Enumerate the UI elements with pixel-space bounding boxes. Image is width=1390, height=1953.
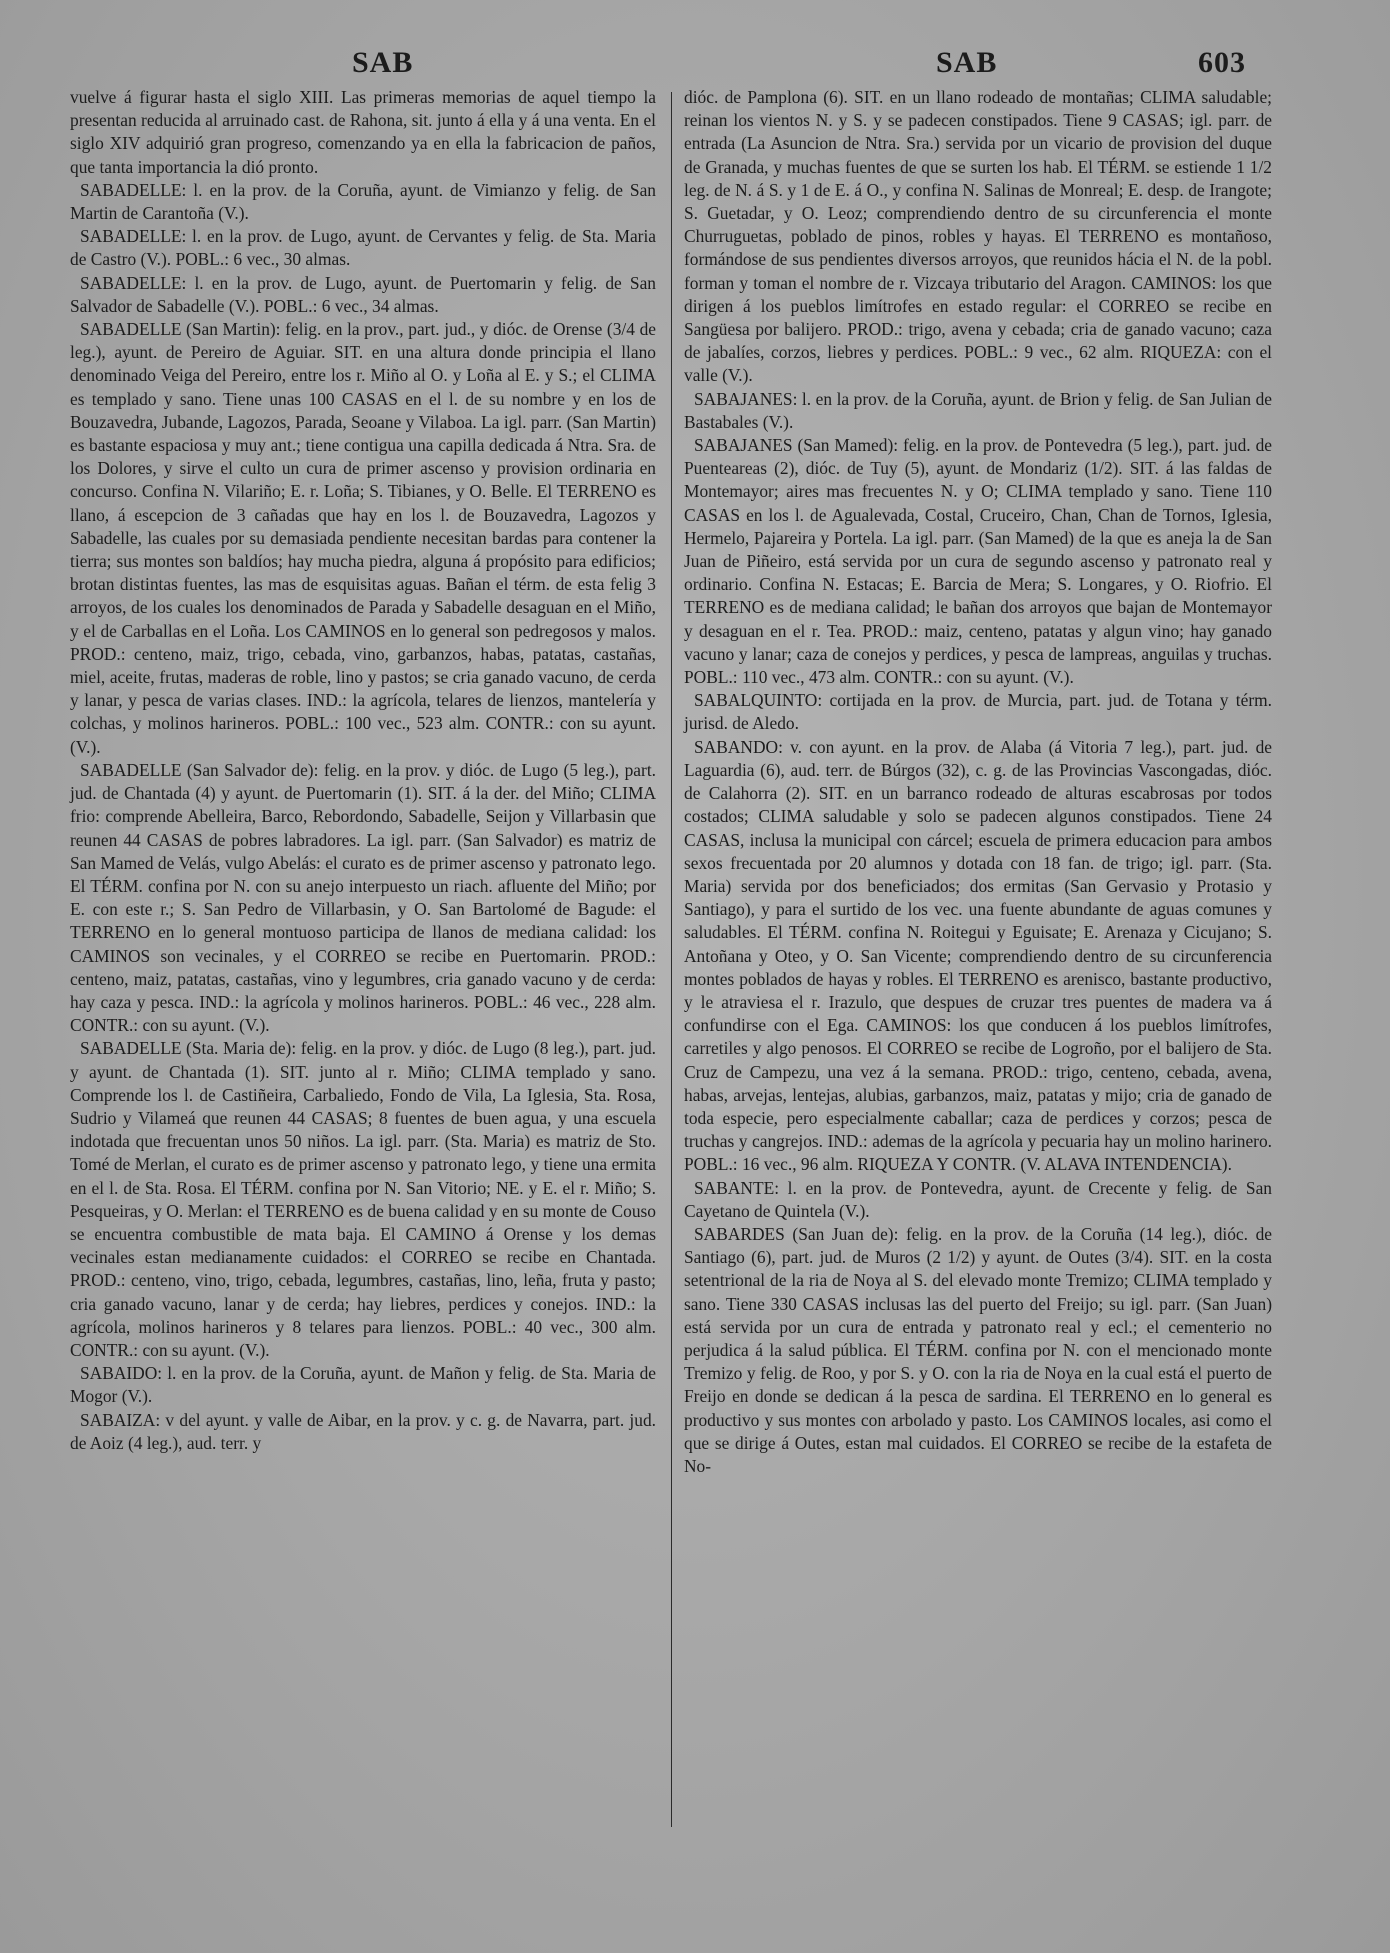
- entry-paragraph: SABADELLE (San Salvador de): felig. en la prov. y dióc. de Lugo (5 leg.), part. jud. de Chantada (4) y ayunt. de Puertomarin (1). SIT. á la der. del Miño; CLIMA frio: comprende Abelleira, Barco, Rebordondo, Sabadelle, Seijon y Villarbasin que reunen 44 CASAS de pobres labradores. La igl. parr. (San Salvador) es matriz de San Mamed de Velás, vulgo Abelás: el curato es de primer ascenso y patronato lego. El TÉRM. confina por N. con su anejo interpuesto un riach. afluente del Miño; por E. con este r.; S. San Pedro de Villarbasin, y O. San Bartolomé de Bagude: el TERRENO en lo general montuoso participa de llanos de mediana calidad: los CAMINOS son vecinales, y el CORREO se recibe en Puertomarin. PROD.: centeno, maiz, patatas, castañas, vino y legumbres, cria ganado vacuno y de cerda: hay caza y pesca. IND.: la agrícola y molinos harineros. POBL.: 46 vec., 228 alm. CONTR.: con su ayunt. (V.).: [70, 759, 656, 1036]
- entry-paragraph: SABADELLE: l. en la prov. de Lugo, ayunt. de Puertomarin y felig. de San Salvador de Sabadelle (V.). POBL.: 6 vec., 34 almas.: [70, 272, 656, 316]
- entry-paragraph: SABANTE: l. en la prov. de Pontevedra, ayunt. de Crecente y felig. de San Cayetano de Quintela (V.).: [684, 1177, 1272, 1221]
- entry-paragraph: SABAIDO: l. en la prov. de la Coruña, ayunt. de Mañon y felig. de Sta. Maria de Mogor (V.).: [70, 1363, 656, 1407]
- entry-paragraph: SABADELLE: l. en la prov. de la Coruña, ayunt. de Vimianzo y felig. de San Martin de Carantoña (V.).: [70, 179, 656, 224]
- entry-paragraph: SABAIZA: v del ayunt. y valle de Aibar, en la prov. y c. g. de Navarra, part. jud. de Aoiz (4 leg.), aud. terr. y: [70, 1409, 656, 1453]
- running-head-left: SAB: [352, 46, 414, 79]
- right-column: [684, 86, 1272, 1478]
- running-head-right: SAB: [936, 46, 998, 79]
- entry-paragraph: SABAJANES: l. en la prov. de la Coruña, ayunt. de Brion y felig. de San Julian de Bastabales (V.).: [684, 388, 1272, 432]
- entry-paragraph: vuelve á figurar hasta el siglo XIII. Las primeras memorias de aquel tiempo la presentan reducida al arruinado cast. de Rahona, sit. junto á ella y á una venta. En el siglo XIV adquirió gran progreso, comenzando ya en ella la fabricacion de paños, que tanta importancia la dió pronto.: [70, 87, 656, 177]
- entry-paragraph: SABADELLE: l. en la prov. de Lugo, ayunt. de Cervantes y felig. de Sta. Maria de Castro (V.). POBL.: 6 vec., 30 almas.: [70, 226, 656, 270]
- entry-paragraph: SABAJANES (San Mamed): felig. en la prov. de Pontevedra (5 leg.), part. jud. de Puenteareas (2), dióc. de Tuy (5), ayunt. de Mondariz (1/2). SIT. á las faldas de Montemayor; aires mas frecuentes N. y O; CLIMA templado y sano. Tiene 110 CASAS en los l. de Agualevada, Costal, Cruceiro, Chan, Chan de Tornos, Iglesia, Hermelo, Pajareira y Portela. La igl. parr. (San Mamed) de la que es aneja la de San Juan de Piñeiro, está servida por un cura de segundo ascenso y patronato real y ordinario. Confina N. Estacas; E. Barcia de Mera; S. Longares, y O. Riofrio. El TERRENO es de mediana calidad; le bañan dos arroyos que bajan de Montemayor y desaguan en el r. Tea. PROD.: maiz, centeno, patatas y algun vino; hay ganado vacuno y lanar; caza de conejos y perdices, y pesca de lampreas, anguilas y truchas. POBL.: 110 vec., 473 alm. CONTR.: con su ayunt. (V.).: [684, 435, 1272, 688]
- entry-paragraph: SABALQUINTO: cortijada en la prov. de Murcia, part. jud. de Totana y térm. jurisd. de Aledo.: [684, 690, 1272, 734]
- entry-paragraph: SABANDO: v. con ayunt. en la prov. de Alaba (á Vitoria 7 leg.), part. jud. de Laguardia (6), aud. terr. de Búrgos (32), c. g. de las Provincias Vascongadas, dióc. de Calahorra (2). SIT. en un barranco rodeado de alturas escabrosas por todos costados; CLIMA saludable y solo se padecen algunos constipados. Tiene 24 CASAS, inclusa la municipal con cárcel; escuela de primera educacion para ambos sexos frecuentada por 20 alumnos y dotada con 18 fan. de trigo; igl. parr. (Sta. Maria) servida por dos beneficiados; dos ermitas (San Gervasio y Protasio y Santiago), y para el surtido de los vec. una fuente abundante de aguas comunes y saludables. El TÉRM. confina N. Roitegui y Eguisate; E. Arenaza y Cicujano; S. Antoñana y Oteo, y O. San Vicente; comprendiendo dentro de su circunferencia montes poblados de hayas y robles. El TERRENO es arenisco, bastante productivo, y le atraviesa el r. Irazulo, que despues de cruzar tres puentes de madera va á confundirse con el Ega. CAMINOS: los que conducen á los pueblos limítrofes, carretiles y algo penosos. El CORREO se recibe de Logroño, por el balijero de Sta. Cruz de Campezu, una vez á la semana. PROD.: trigo, centeno, cebada, avena, habas, arvejas, lentejas, alubias, garbanzos, maiz, patatas y mijo; cria de ganado de toda especie, pero especialmente caballar; caza de perdices y corzos; pesca de truchas y cangrejos. IND.: ademas de la agrícola y pecuaria hay un molino harinero. POBL.: 16 vec., 96 alm. RIQUEZA Y CONTR. (V. ALAVA INTENDENCIA).: [684, 736, 1272, 1175]
- entry-paragraph: SABARDES (San Juan de): felig. en la prov. de la Coruña (14 leg.), dióc. de Santiago (6), part. jud. de Muros (2 1/2) y ayunt. de Outes (3/4). SIT. en la costa setentrional de la ria de Noya al S. del elevado monte Tremizo; CLIMA templado y sano. Tiene 330 CASAS inclusas las del puerto del Freijo; su igl. parr. (San Juan) está servida por un cura de entrada y patronato real y ecl.; el cementerio no perjudica á la salud pública. El TÉRM. confina por N. con el mencionado monte Tremizo y felig. de Roo, y por S. y O. con la ria de Noya en la cual está el puerto de Freijo en donde se dedican á la pesca de sardina. El TERRENO en lo general es productivo y sus montes con arbolado y pasto. Los CAMINOS locales, asi como el que se dirige á Outes, estan mal cuidados. El CORREO se recibe de la estafeta de No-: [684, 1223, 1272, 1476]
- page-number: 603: [1198, 46, 1246, 79]
- entry-paragraph: SABADELLE (San Martin): felig. en la prov., part. jud., y dióc. de Orense (3/4 de leg.), ayunt. de Pereiro de Aguiar. SIT. en una altura donde principia el llano denominado Veiga del Pereiro, entre los r. Miño al O. y Loña al E. y S.; el CLIMA es templado y sano. Tiene unas 100 CASAS en el l. de su nombre y en los de Bouzavedra, Jubande, Lagozos, Parada, Seoane y Vilaboa. La igl. parr. (San Martin) es bastante espaciosa y muy ant.; tiene contigua una capilla dedicada á Ntra. Sra. de los Dolores, y sirve el culto un cura de primer ascenso y provision ordinaria en concurso. Confina N. Vilariño; E. r. Loña; S. Tibianes, y O. Belle. El TERRENO es llano, á escepcion de 3 cañadas que hay en los l. de Bouzavedra, Lagozos y Sabadelle, las cuales por su demasiada pendiente necesitan bardas para contener la tierra; sus montes son baldíos; hay mucha piedra, alguna á propósito para edificios; brotan distintas fuentes, las mas de esquisitas aguas. Bañan el térm. de esta felig 3 arroyos, de los cuales los denominados de Parada y Sabadelle desaguan en el Miño, y el de Carballas en el Loña. Los CAMINOS en lo general son pedregosos y malos. PROD.: centeno, maiz, trigo, cebada, vino, garbanzos, habas, patatas, castañas, miel, aceite, frutas, maderas de roble, lino y pastos; se cria ganado vacuno, de cerda y lanar, y pesca de varias clases. IND.: la agrícola, telares de lienzos, mantelería y colchas, y molinos harineros. POBL.: 100 vec., 523 alm. CONTR.: con su ayunt. (V.).: [70, 319, 656, 757]
- left-column: [70, 86, 656, 1455]
- entry-paragraph: dióc. de Pamplona (6). SIT. en un llano rodeado de montañas; CLIMA saludable; reinan los vientos N. y S. y se padecen constipados. Tiene 9 CASAS; igl. parr. de entrada (La Asuncion de Ntra. Sra.) servida por un vicario de provision del duque de Granada, y muchas fuentes de que se surten los hab. El TÉRM. se estiende 1 1/2 leg. de N. á S. y 1 de E. á O., y confina N. Salinas de Monreal; E. desp. de Irangote; S. Guetadar, y O. Leoz; comprendiendo dentro de su circunferencia el monte Churruguetas, poblado de pinos, robles y hayas. El TERRENO es montañoso, formándose de sus pendientes diversos arroyos, que reunidos hácia el N. de la pobl. forman y toman el nombre de r. Vizcaya tributario del Aragon. CAMINOS: los que dirigen á los pueblos limítrofes en estado regular: el CORREO se recibe en Sangüesa por balijero. PROD.: trigo, avena y cebada; cria de ganado vacuno; caza de jabalíes, corzos, liebres y perdices. POBL.: 9 vec., 62 alm. RIQUEZA: con el valle (V.).: [684, 87, 1272, 386]
- column-divider: [671, 92, 672, 1827]
- entry-paragraph: SABADELLE (Sta. Maria de): felig. en la prov. y dióc. de Lugo (8 leg.), part. jud. y ayunt. de Chantada (1). SIT. junto al r. Miño; CLIMA templado y sano. Comprende los l. de Castiñeira, Carbaliedo, Fondo de Vila, La Iglesia, Sta. Rosa, Sudrio y Vilameá que reunen 44 CASAS; 8 fuentes de buen agua, y una escuela indotada que frecuentan unos 50 niños. La igl. parr. (Sta. Maria) es matriz de Sto. Tomé de Merlan, el curato es de primer ascenso y patronato lego, y tiene una ermita en el l. de Sta. Rosa. El TÉRM. confina por N. San Vitorio; NE. y E. el r. Miño; S. Pesqueiras, y O. Merlan: el TERRENO es de buena calidad y en su monte de Couso se encuentra combustible de mata baja. El CAMINO á Orense y los demas vecinales estan medianamente cuidados: el CORREO se recibe en Chantada. PROD.: centeno, vino, trigo, cebada, legumbres, castañas, lino, leña, fruta y pasto; cria ganado vacuno, lanar y de cerda; hay liebres, perdices y conejos. IND.: la agrícola, molinos harineros y 8 telares para lienzos. POBL.: 40 vec., 300 alm. CONTR.: con su ayunt. (V.).: [70, 1038, 656, 1360]
